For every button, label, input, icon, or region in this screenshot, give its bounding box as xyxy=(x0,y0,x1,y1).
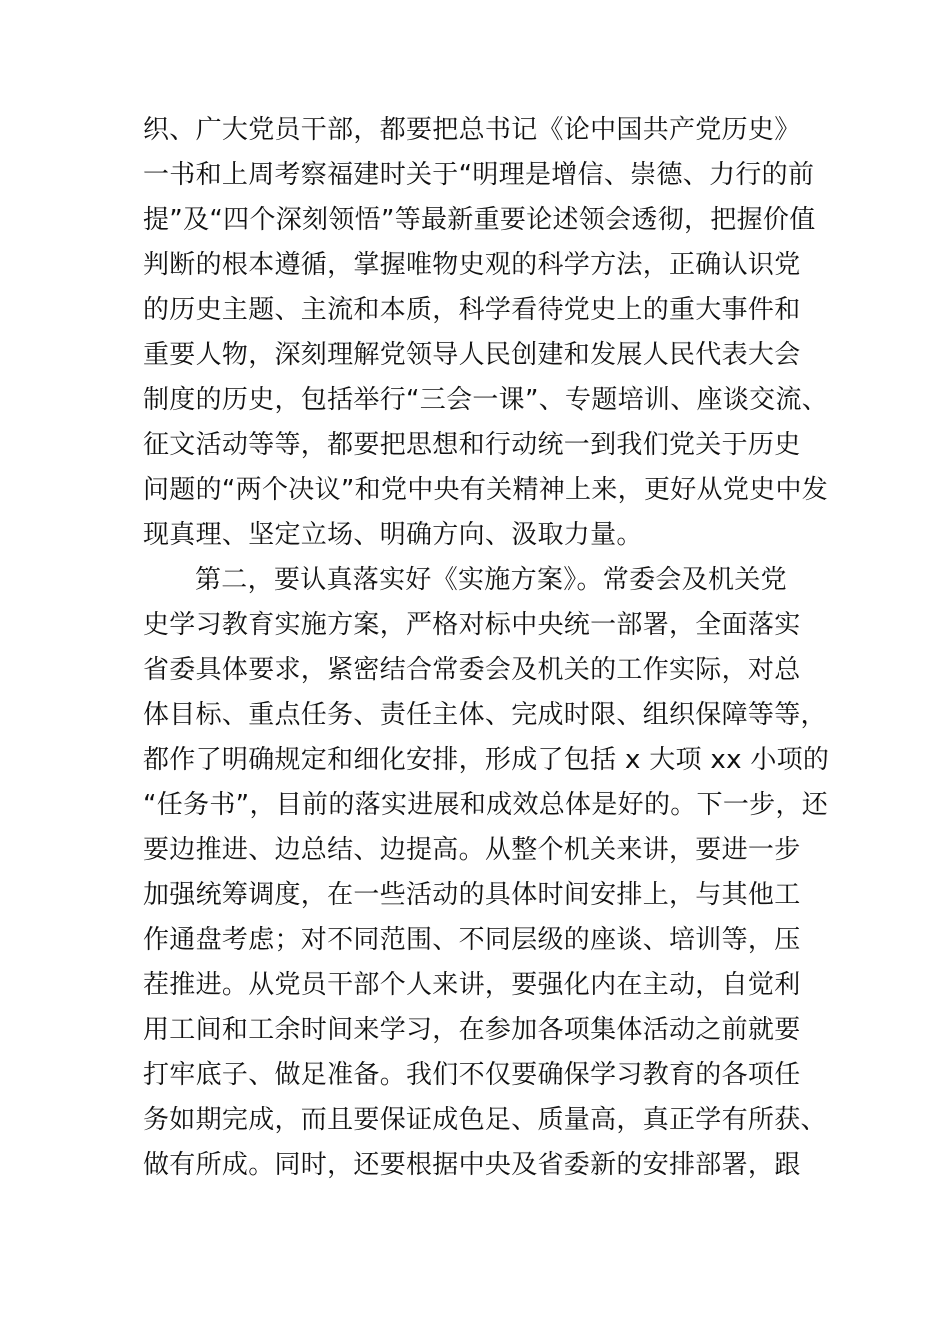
text-line: 体目标、重点任务、责任主体、完成时限、组织保障等等， xyxy=(143,700,827,730)
text-line: 要边推进、边总结、边提高。从整个机关来讲，要进一步 xyxy=(143,835,801,865)
text-line: 务如期完成，而且要保证成色足、质量高，真正学有所获、 xyxy=(143,1105,827,1135)
text-line: 都作了明确规定和细化安排，形成了包括 x 大项 xx 小项的 xyxy=(143,745,830,775)
paragraph-1 xyxy=(143,108,843,558)
text-line: “任务书”，目前的落实进展和成效总体是好的。下一步，还 xyxy=(143,790,829,820)
text-line: 史学习教育实施方案，严格对标中央统一部署，全面落实 xyxy=(143,610,801,640)
text-line: 加强统筹调度，在一些活动的具体时间安排上，与其他工 xyxy=(143,880,801,910)
text-line: 茬推进。从党员干部个人来讲，要强化内在主动，自觉利 xyxy=(143,970,801,1000)
text-line: 重要人物，深刻理解党领导人民创建和发展人民代表大会 xyxy=(143,340,801,370)
text-line: 做有所成。同时，还要根据中央及省委新的安排部署，跟 xyxy=(143,1150,801,1180)
text-line: 问题的“两个决议”和党中央有关精神上来，更好从党史中发 xyxy=(143,475,829,505)
text-line: 用工间和工余时间来学习，在参加各项集体活动之前就要 xyxy=(143,1015,801,1045)
text-line: 一书和上周考察福建时关于“明理是增信、崇德、力行的前 xyxy=(143,160,815,190)
text-line: 打牢底子、做足准备。我们不仅要确保学习教育的各项任 xyxy=(143,1060,801,1090)
text-line: 现真理、坚定立场、明确方向、汲取力量。 xyxy=(143,520,643,550)
text-line: 第二，要认真落实好《实施方案》。常委会及机关党 xyxy=(195,565,787,595)
text-line: 制度的历史，包括举行“三会一课”、专题培训、座谈交流、 xyxy=(143,385,829,415)
text-line: 织、广大党员干部，都要把总书记《论中国共产党历史》 xyxy=(143,115,801,145)
text-line: 征文活动等等，都要把思想和行动统一到我们党关于历史 xyxy=(143,430,801,460)
text-line: 提”及“四个深刻领悟”等最新重要论述领会透彻，把握价值 xyxy=(143,205,816,235)
text-line: 省委具体要求，紧密结合常委会及机关的工作实际，对总 xyxy=(143,655,801,685)
text-line: 判断的根本遵循，掌握唯物史观的科学方法，正确认识党 xyxy=(143,250,801,280)
body-text xyxy=(143,108,843,1188)
paragraph-2 xyxy=(143,558,843,1188)
text-line: 作通盘考虑；对不同范围、不同层级的座谈、培训等，压 xyxy=(143,925,801,955)
text-line: 的历史主题、主流和本质，科学看待党史上的重大事件和 xyxy=(143,295,801,325)
